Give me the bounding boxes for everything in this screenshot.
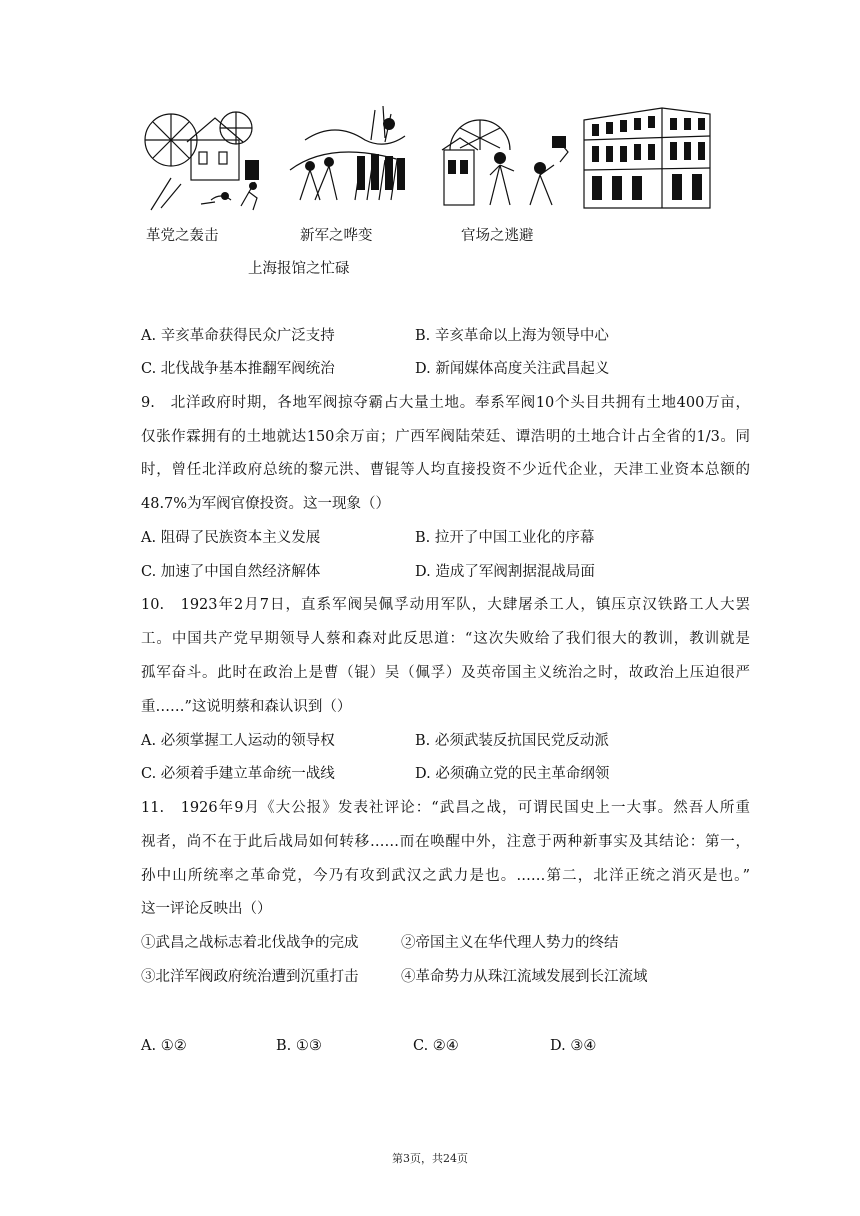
q11-option-d: D. ③④	[550, 1038, 597, 1054]
q9-stem-line: 时，曾任北洋政府总统的黎元洪、曹锟等人均直接投资不少近代企业，天津工业资本总额的	[141, 462, 750, 478]
page-footer: 第3页，共24页	[392, 1152, 468, 1165]
q11-statement-2: ②帝国主义在华代理人势力的终结	[401, 935, 619, 951]
q11-statement-3: ③北洋军阀政府统治遭到沉重打击	[141, 969, 359, 985]
q11-statement-1: ①武昌之战标志着北伐战争的完成	[141, 935, 359, 951]
q11-stem-line: 孙中山所统率之革命党，今乃有攻到武汉之武力是也。……第二，北洋正统之消灭是也。”	[141, 868, 750, 884]
q11-option-b: B. ①③	[276, 1038, 322, 1054]
q9-stem-line: 9. 北洋政府时期，各地军阀掠夺霸占大量土地。奉系军阀10个头目共拥有土地400万亩，	[141, 395, 750, 411]
q8-option-a: A. 辛亥革命获得民众广泛支持	[141, 328, 335, 344]
q11-option-c: C. ②④	[413, 1038, 459, 1054]
q11-statement-4: ④革命势力从珠江流域发展到长江流域	[401, 969, 648, 985]
q10-option-a: A. 必须掌握工人运动的领导权	[141, 733, 335, 749]
q10-stem-line: 10. 1923年2月7日，直系军阀吴佩孚动用军队，大肆屠杀工人，镇压京汉铁路工人大罢	[141, 597, 750, 613]
shanghai-newspaper-office-illustration	[582, 100, 714, 215]
revolutionary-attack-illustration	[141, 100, 273, 215]
caption-officials-fleeing: 官场之逃避	[461, 228, 534, 244]
new-army-mutiny-illustration	[285, 100, 417, 215]
q8-option-b: B. 辛亥革命以上海为领导中心	[415, 328, 609, 344]
q10-option-b: B. 必须武装反抗国民党反动派	[415, 733, 609, 749]
q9-option-a: A. 阻碍了民族资本主义发展	[141, 530, 321, 546]
q11-stem-line: 11. 1926年9月《大公报》发表社评论：“武昌之战，可谓民国史上一大事。然吾人所重	[141, 800, 750, 816]
q10-stem-line: 工。中国共产党早期领导人蔡和森对此反思道：“这次失败给了我们很大的教训，教训就是	[141, 631, 750, 647]
q11-option-a: A. ①②	[141, 1038, 187, 1054]
q9-option-b: B. 拉开了中国工业化的序幕	[415, 530, 595, 546]
q9-stem-line: 48.7%为军阀官僚投资。这一现象（）	[141, 496, 391, 512]
officials-fleeing-illustration	[440, 100, 572, 215]
q8-option-c: C. 北伐战争基本推翻军阀统治	[141, 361, 335, 377]
caption-revolutionary-attack: 革党之轰击	[146, 228, 219, 244]
q8-option-d: D. 新闻媒体高度关注武昌起义	[415, 361, 610, 377]
caption-new-army-mutiny: 新军之哗变	[300, 228, 373, 244]
q10-stem-line: 孤军奋斗。此时在政治上是曹（锟）吴（佩孚）及英帝国主义统治之时，故政治上压迫很严	[141, 665, 750, 681]
q10-option-d: D. 必须确立党的民主革命纲领	[415, 766, 610, 782]
caption-shanghai-newspaper: 上海报馆之忙碌	[248, 261, 350, 277]
q11-stem-line: 这一评论反映出（）	[141, 901, 272, 917]
q9-option-c: C. 加速了中国自然经济解体	[141, 564, 321, 580]
q9-option-d: D. 造成了军阀割据混战局面	[415, 564, 595, 580]
q10-stem-line: 重……”这说明蔡和森认识到（）	[141, 699, 352, 715]
q9-stem-line: 仅张作霖拥有的土地就达150余万亩；广西军阀陆荣廷、谭浩明的土地合计占全省的1/3。同	[141, 429, 750, 445]
q10-option-c: C. 必须着手建立革命统一战线	[141, 766, 335, 782]
q11-stem-line: 视者，尚不在于此后战局如何转移……而在唤醒中外，注意于两种新事实及其结论：第一，	[141, 834, 750, 850]
